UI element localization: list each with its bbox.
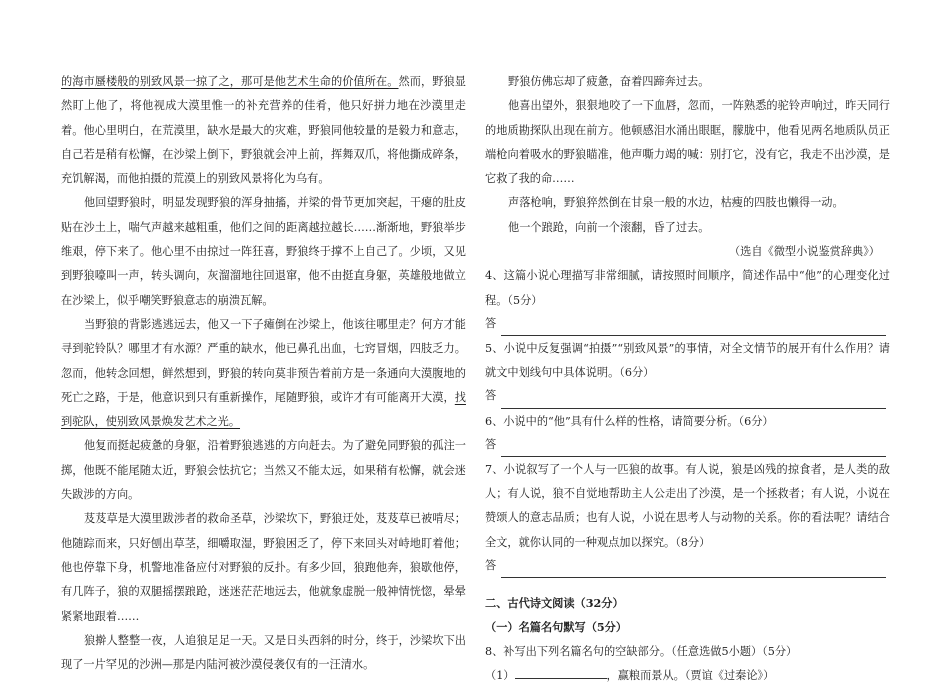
paragraph-text: 然而，野狼显然盯上他了，将他视成大漠里惟一的补充营养的佳肴，他只好拼力地在沙漠里走着。他心里明白，在荒漠里，缺水是最大的灾难，野狼同他较量的是毅力和意志，自己若是稍有松懈，在沙梁上倒下，野狼就会冲上前，挥舞双爪，将他撕成碎条，充饥解渴，而他拍摄的荒漠上的别致风景将化为乌有。 <box>61 75 466 186</box>
answer-line[interactable] <box>485 313 890 336</box>
underlined-sentence: 找到驼队，使别致风景焕发艺术之光。 <box>61 390 466 429</box>
answer-label: 答 <box>485 316 497 330</box>
passage-paragraph <box>61 70 466 191</box>
subsection-heading: （一）名篇名句默写（5分） <box>485 620 628 635</box>
passage-paragraph: 他复而挺起疲惫的身躯，沿着野狼逃逃的方向赶去。为了避免同野狼的孤注一掷，他既不能尾随太近，野狼会怯抗它；当然又不能太远，如果稍有松懈，就会迷失跋涉的方向。 <box>61 439 466 502</box>
answer-label: 答 <box>485 437 497 451</box>
passage-paragraph: 声落枪响，野狼猝然倒在甘泉一般的水边，枯瘦的四肢也懒得一动。 <box>508 196 844 210</box>
paragraph-text: 当野狼的背影逃逃远去，他又一下子瘫倒在沙梁上，他该往哪里走？何方才能寻到驼铃队？哪里才有水源？严重的缺水，他已鼻孔出血，七窍冒烟，四肢乏力。忽而，他转念回想，鲜然想到，野狼的转向莫非预告着前方是一条通向大漠腹地的死亡之路，于是，他意识到只有重新操作，尾随野狼，或许才有可能离开大漠， <box>61 317 466 404</box>
answer-label: 答 <box>485 558 497 572</box>
passage-paragraph: 芨芨草是大漠里跋涉者的救命圣草，沙梁坎下，野狼迂处，芨芨草已被啃尽；他随踪而来，只好刨出草茎，细嚼取湿，野狼困乏了，停下来回头对峙地盯着他；他也停靠下身，机警地准备应付对野狼的反扑。有多少回，狼跑他奔，狼歇他停，有几阵子，狼的双腿摇摆踉跄，迷迷茫茫地远去，他就象虚脱一般神情恍惚，晕晕紧紧地跟着…… <box>61 512 466 623</box>
source-citation: （选自《微型小说鉴赏辞典》） <box>728 245 880 259</box>
section-heading: 二、古代诗文阅读（32分） <box>485 596 624 611</box>
fill-in-blank[interactable] <box>515 666 607 679</box>
question-7: 7、小说叙写了一个人与一匹狼的故事。有人说，狼是凶残的掠食者，是人类的敌人；有人说，狼不自觉地帮助主人公走出了沙漠，是一个拯救者；有人说，小说在赞颂人的意志品质；也有人说，小说在思考人与动物的关系。你的看法呢？请结合全文，就你认同的一种观点加以探究。（8分） <box>485 462 890 549</box>
question-8-item-1 <box>485 664 890 688</box>
answer-underline <box>501 560 886 578</box>
passage-paragraph: 他喜出望外，狠狠地咬了一下血唇，忽而，一阵熟悉的驼铃声响过，昨天同行的地质勘探队出现在前方。他顿感泪水涌出眼眶，朦胧中，他看见两名地质队员正端枪向着吸水的野狼瞄准，他声嘶力竭的喊：别打它，没有它，我走不出沙漠，是它救了我的命…… <box>485 99 890 186</box>
question-8: 8、补写出下列名篇名句的空缺部分。（任意选做5小题）（5分） <box>485 644 798 658</box>
passage-paragraph: 他回望野狼时，明显发现野狼的浑身抽搐，并梁的骨节更加突起，干瘪的肚皮贴在沙土上，喘气声越来越粗重，他们之间的距离越拉越长……渐渐地，野狼举步维艰，停下来了。他心里不由掠过一阵狂喜，野狼终于撑不上自己了。少顷，又见到野狼嚎叫一声，转头调向，灰溜溜地往回退窜，他不由挺直身躯，英雄般地做立在沙梁上，似乎嘲笑野狼意志的崩溃瓦解。 <box>61 196 466 307</box>
underlined-sentence: 的海市蜃楼般的别致风景一掠了之，那可是他艺术生命的价值所在。 <box>61 75 399 88</box>
answer-line[interactable] <box>485 434 890 457</box>
answer-line[interactable] <box>485 386 890 409</box>
passage-paragraph: 狼擀人整整一夜，人追狼足足一天。又是日头西斜的时分，终于，沙梁坎下出现了一片罕见的沙洲—那是内陆河被沙漠侵袭仅有的一汪清水。 <box>61 633 466 672</box>
passage-paragraph: 他一个踉跄，向前一个滚翻，昏了过去。 <box>508 220 710 234</box>
passage-paragraph <box>61 313 466 434</box>
passage-paragraph: 野狼仿佛忘却了疲惫，奋着四蹄奔过去。 <box>508 75 710 88</box>
left-column <box>61 70 466 677</box>
answer-underline <box>501 391 886 409</box>
answer-line[interactable] <box>485 555 890 578</box>
answer-underline <box>501 318 886 336</box>
answer-underline <box>501 439 886 457</box>
answer-label: 答 <box>485 389 497 403</box>
question-6: 6、小说中的“他”具有什么样的性格，请简要分析。（6分） <box>485 414 774 428</box>
item-number: （1） <box>485 668 515 682</box>
item-text: ，赢粮而景从。（贾谊《过秦论》） <box>606 668 775 682</box>
question-4: 4、这篇小说心理描写非常细腻，请按照时间顺序，简述作品中“他”的心理变化过程。（5分） <box>485 269 890 307</box>
right-column <box>485 70 890 688</box>
question-5: 5、小说中反复强调“拍摄”“别致风景”的事情，对全文情节的展开有什么作用？请就文中划线句中具体说明。（6分） <box>485 341 890 380</box>
